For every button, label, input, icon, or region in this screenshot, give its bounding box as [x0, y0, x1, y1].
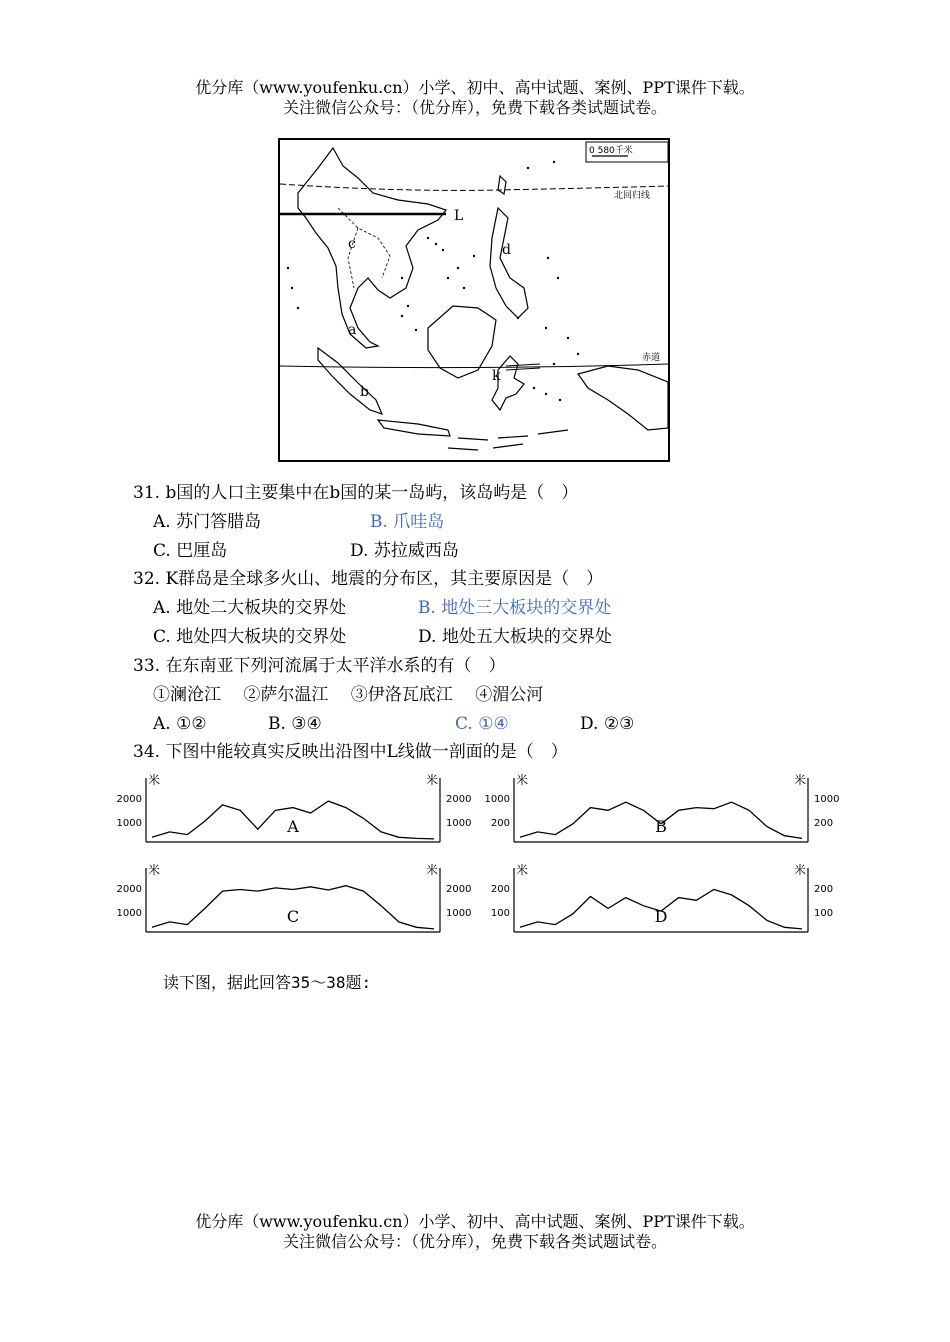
tick-label-left: 200 [490, 818, 510, 829]
tick-label-left: 2000 [116, 884, 142, 895]
tick-label-right: 2000 [446, 794, 472, 805]
scale-label: 0 580千米 [589, 146, 633, 156]
tick-label-left: 1000 [484, 794, 510, 805]
footer-line-1: 优分库（www.youfenku.cn）小学、初中、高中试题、案例、PPT课件下载。 [195, 1212, 755, 1231]
profile-d [478, 860, 848, 940]
profile-a [110, 770, 480, 850]
equator-label: 赤道 [642, 353, 661, 363]
profile-label: B [655, 817, 667, 836]
southeast-asia-map [278, 138, 670, 462]
tick-label-right: 100 [814, 908, 834, 919]
unit-right: 米 [794, 773, 807, 787]
header-line-2: 关注微信公众号：（优分库），免费下载各类试题试卷。 [282, 98, 667, 117]
tick-label-left: 1000 [116, 908, 142, 919]
label-c: c [348, 236, 356, 252]
q33-option-c: C. ①④ [455, 714, 509, 734]
label-L: L [454, 208, 464, 224]
tick-label-right: 200 [814, 884, 834, 895]
label-d: d [502, 242, 511, 258]
label-a: a [348, 322, 357, 338]
profile-label: D [654, 907, 668, 926]
question-32-stem: 32. K群岛是全球多火山、地震的分布区，其主要原因是（ ） [133, 569, 604, 589]
q31-option-d: D. 苏拉威西岛 [350, 541, 459, 561]
q31-option-c: C. 巴厘岛 [153, 541, 228, 561]
tropic-label: 北回归线 [614, 191, 651, 201]
q33-option-a: A. ①② [153, 714, 207, 734]
q33-option-b: B. ③④ [268, 714, 322, 734]
header-line-1: 优分库（www.youfenku.cn）小学、初中、高中试题、案例、PPT课件下载。 [195, 78, 755, 97]
question-31-stem: 31. b国的人口主要集中在b国的某一岛屿，该岛屿是（ ） [133, 483, 579, 503]
tick-label-left: 2000 [116, 794, 142, 805]
tick-label-left: 100 [490, 908, 510, 919]
profile-label: A [287, 817, 299, 836]
tick-label-right: 1000 [446, 818, 472, 829]
q32-option-a: A. 地处二大板块的交界处 [153, 598, 347, 618]
unit-right: 米 [426, 863, 439, 877]
unit-right: 米 [426, 773, 439, 787]
tick-label-left: 200 [490, 884, 510, 895]
q33-option-d: D. ②③ [580, 714, 635, 734]
unit-left: 米 [148, 863, 161, 877]
q32-option-d: D. 地处五大板块的交界处 [418, 627, 612, 647]
footer-line-2: 关注微信公众号：（优分库），免费下载各类试题试卷。 [282, 1232, 667, 1251]
unit-left: 米 [516, 863, 529, 877]
question-34-stem: 34. 下图中能较真实反映出沿图中L线做一剖面的是（ ） [133, 742, 568, 762]
q32-option-b: B. 地处三大板块的交界处 [418, 598, 612, 618]
tick-label-right: 1000 [814, 794, 840, 805]
tick-label-right: 2000 [446, 884, 472, 895]
profile-label: C [286, 907, 300, 926]
tick-label-right: 1000 [446, 908, 472, 919]
unit-left: 米 [148, 773, 161, 787]
tick-label-right: 200 [814, 818, 834, 829]
q31-option-a: A. 苏门答腊岛 [153, 512, 262, 532]
label-b: b [360, 384, 369, 400]
q32-option-c: C. 地处四大板块的交界处 [153, 627, 347, 647]
question-33-stem: 33. 在东南亚下列河流属于太平洋水系的有（ ） [133, 656, 506, 676]
profile-c [110, 860, 480, 940]
read-prompt: 读下图，据此回答35～38题: [163, 973, 372, 992]
tick-label-left: 1000 [116, 818, 142, 829]
q31-option-b: B. 爪哇岛 [370, 512, 445, 532]
scale-bar [586, 142, 668, 162]
profile-b [478, 770, 848, 850]
q33-items: ①澜沧江 ②萨尔温江 ③伊洛瓦底江 ④湄公河 [153, 685, 544, 705]
unit-left: 米 [516, 773, 529, 787]
unit-right: 米 [794, 863, 807, 877]
label-k: k [492, 368, 501, 384]
